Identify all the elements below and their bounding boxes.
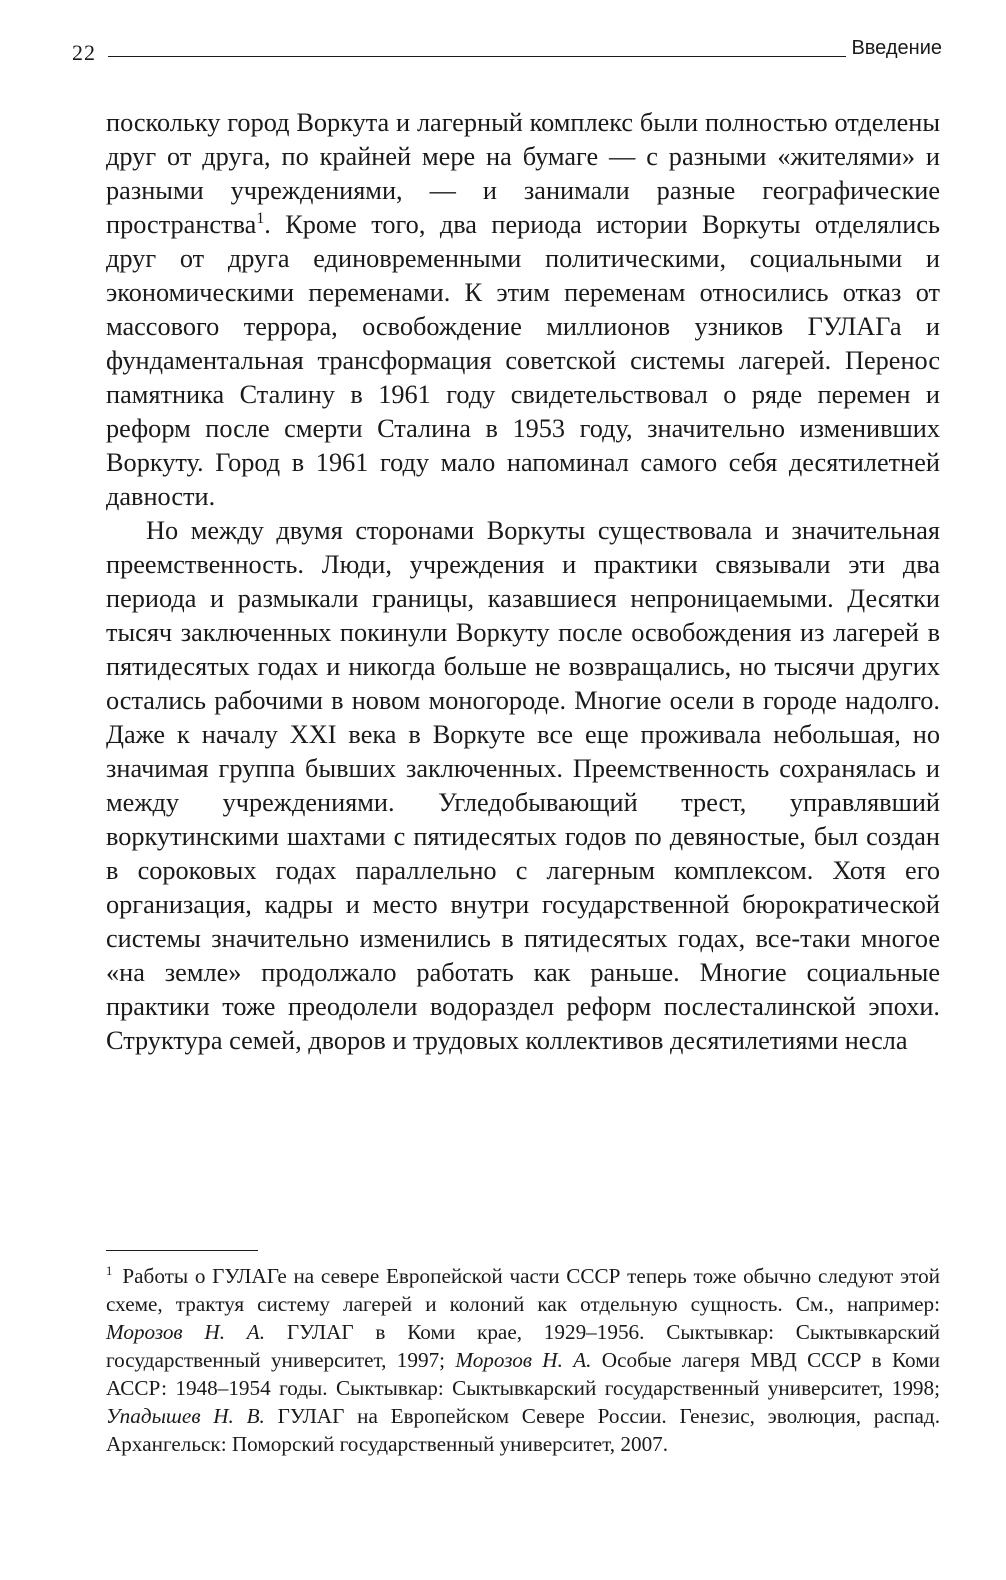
footnote-rule [106,1250,258,1251]
paragraph-1-part-a: поскольку город Воркута и лагерный комплекс были полностью отделены друг от друга, по крайней мере на бумаге — с разными «жителями» и разными учреждениями, — и занимали разные географические пространства [106,108,940,239]
footnote-text-1: Работы о ГУЛАГе на севере Европейской части СССР теперь тоже обычно следуют этой схеме, трактуя систему лагерей и колоний как отдельную сущность. См., например: [106,1264,940,1316]
footnote-author-3: Упадышев Н. В. [106,1404,265,1428]
footnote-author-1: Морозов Н. А. [106,1320,266,1344]
footnote-reference[interactable]: 1 [256,210,265,228]
header-rule [108,56,846,57]
footnote-mark: 1 [106,1263,113,1278]
footnote-author-2: Морозов Н. А. [455,1348,592,1372]
paragraph-1-part-b: . Кроме того, два периода истории Воркуты отделялись друг от друга единовременными политическими, социальными и экономическими переменами. К этим переменам относились отказ от массового террора, освобождение миллионов узников ГУЛАГа и фундаментальная трансформация советской системы лагерей. Перенос памятника Сталину в 1961 году свидетельствовал о ряде перемен и реформ после смерти Сталина в 1953 году, значительно изменивших Воркуту. Город в 1961 году мало напоминал самого себя десятилетней давности. [106,210,940,511]
footnote-text-4: ГУЛАГ на Европейском Севере России. Генезис, эволюция, распад. Архангельск: Поморский государственный университет, 2007. [106,1404,941,1456]
paragraph-1 [106,106,940,514]
footnote-text-2: ГУЛАГ в Коми крае, 1929–1956. Сыктывкар: Сыктывкарский государственный университет, 1997; [106,1320,940,1372]
page-header [72,34,942,64]
footnotes [106,1262,940,1458]
footnote-1 [106,1262,940,1458]
running-head: Введение [851,37,942,59]
footnote-text-3: Особые лагеря МВД СССР в Коми АССР: 1948–1954 годы. Сыктывкар: Сыктывкарский государственный университет, 1998; [106,1348,940,1400]
body-text [106,106,940,1058]
page-number: 22 [72,40,96,65]
paragraph-2: Но между двумя сторонами Воркуты существовала и значительная преемственность. Люди, учреждения и практики связывали эти два периода и размыкали границы, казавшиеся непроницаемыми. Десятки тысяч заключенных покинули Воркуту после освобождения из лагерей в пятидесятых годах и никогда больше не возвращались, но тысячи других остались рабочими в новом моногороде. Многие осели в городе надолго. Даже к началу XXI века в Воркуте все еще проживала небольшая, но значимая группа бывших заключенных. Преемственность сохранялась и между учреждениями. Угледобывающий трест, управлявший воркутинскими шахтами с пятидесятых годов по девяностые, был создан в сороковых годах параллельно с лагерным комплексом. Хотя его организация, кадры и место внутри государственной бюрократической системы значительно изменились в пятидесятых годах, все-таки многое «на земле» продолжало работать как раньше. Многие социальные практики тоже преодолели водораздел реформ послесталинской эпохи. Структура семей, дворов и трудовых коллективов десятилетиями несла [106,516,940,1055]
